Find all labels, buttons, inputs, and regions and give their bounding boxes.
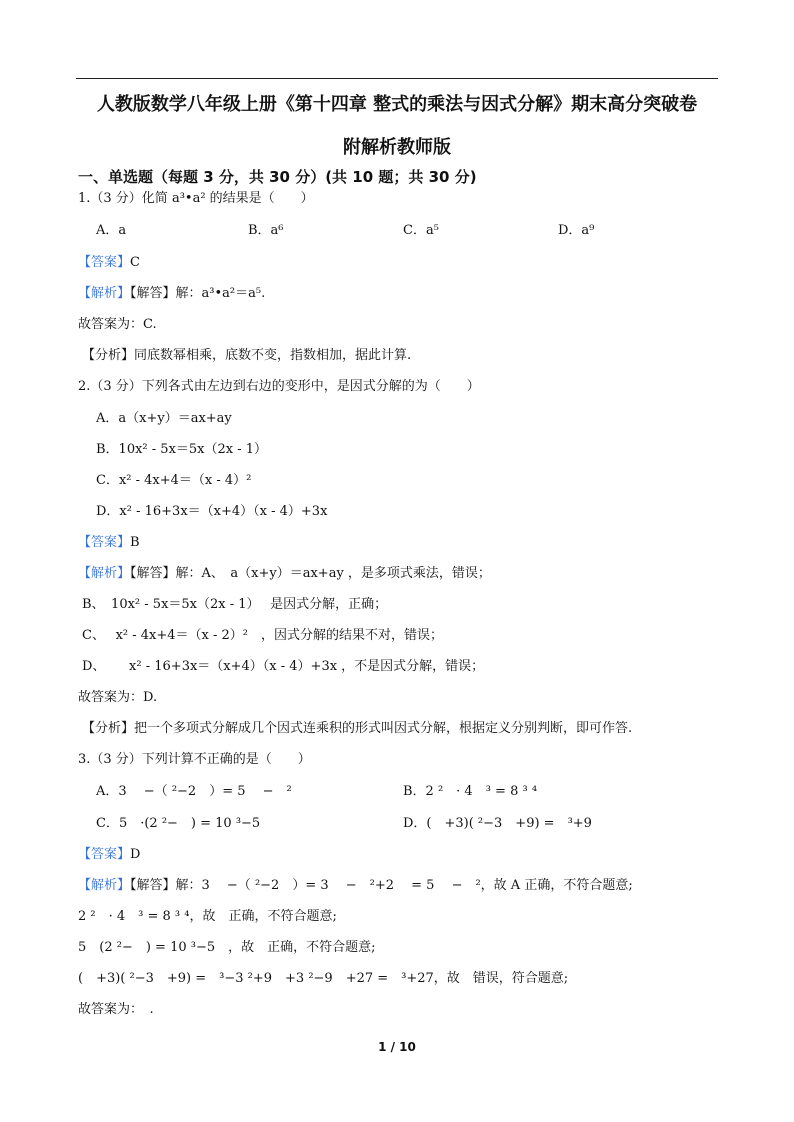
q3-stem: 3.（3 分）下列计算不正确的是（ ） [78, 752, 311, 767]
q3-answer-value: D [130, 847, 141, 862]
q1-option-b: B．a⁶ [248, 223, 284, 238]
doc-subtitle: 附解析教师版 [343, 137, 451, 158]
q2-conclusion: 故答案为：D. [78, 690, 158, 705]
q3-analysis-text: 【解答】解：3 −（ ²−2 ）= 3 − ²+2 = 5 − ²，故 A 正确，不符合题意; [130, 878, 633, 893]
q3-option-b: B．2 ² · 4 ³ = 8 ³ ⁴ [403, 784, 538, 799]
analysis-tag: 【解析】 [78, 286, 131, 301]
q1-stem: 1.（3 分）化简 a³•a² 的结果是（ ） [78, 191, 314, 206]
q3-analysis [78, 877, 633, 895]
q2-step-d: D、 x² - 16+3x＝（x+4）（x - 4）+3x ，不是因式分解，错误； [82, 659, 485, 674]
q1-answer-value: C [130, 255, 140, 270]
page-number: 1 / 10 [378, 1040, 416, 1054]
q3-step-c: 5 (2 ²− ) = 10 ³−5 ，故 正确，不符合题意; [78, 940, 376, 955]
review-tag: 【分析】 [82, 348, 135, 363]
q2-step-c: C、 x² - 4x+4＝（x - 2）² ，因式分解的结果不对，错误； [82, 628, 444, 643]
q2-option-c: C．x² - 4x+4＝（x - 4）² [96, 473, 252, 488]
q1-analysis [78, 285, 265, 303]
q3-option-a: A．3 −（ ²−2 ）= 5 − ² [96, 784, 292, 799]
q2-step-b: B、 10x² - 5x＝5x（2x - 1） 是因式分解，正确； [82, 597, 388, 612]
q2-analysis [78, 565, 491, 583]
q3-option-c: C．5 ·(2 ²− ) = 10 ³−5 [96, 816, 261, 831]
q1-answer [78, 254, 140, 272]
q2-review [82, 720, 632, 738]
q1-conclusion: 故答案为：C. [78, 317, 157, 332]
q1-review [82, 347, 411, 365]
q1-option-a: A．a [96, 223, 127, 238]
section-heading: 一、单选题（每题 3 分，共 30 分）(共 10 题；共 30 分) [78, 168, 477, 186]
header-rule [76, 78, 718, 79]
q3-answer [78, 846, 140, 864]
q2-stem: 2.（3 分）下列各式由左边到右边的变形中，是因式分解的为（ ） [78, 379, 480, 394]
q2-analysis-text: 【解答】解：A、 a（x+y）＝ax+ay ，是多项式乘法，错误； [130, 566, 491, 581]
q2-option-a: A．a（x+y）＝ax+ay [96, 411, 232, 426]
answer-tag: 【答案】 [78, 255, 131, 270]
q1-option-c: C．a⁵ [403, 223, 439, 238]
q3-step-b: 2 ² · 4 ³ = 8 ³ ⁴，故 正确，不符合题意; [78, 909, 337, 924]
q2-review-text: 把一个多项式分解成几个因式连乘积的形式叫因式分解，根据定义分别判断，即可作答. [134, 721, 633, 736]
q2-option-b: B．10x² - 5x＝5x（2x - 1） [96, 442, 268, 457]
q1-analysis-text: 【解答】解：a³•a²＝a⁵. [130, 286, 266, 301]
review-tag: 【分析】 [82, 721, 135, 736]
q2-answer-value: B [130, 535, 140, 550]
answer-tag: 【答案】 [78, 535, 131, 550]
q3-conclusion: 故答案为： . [78, 1002, 154, 1017]
answer-tag: 【答案】 [78, 847, 131, 862]
q3-option-d: D．( +3)( ²−3 +9) = ³+9 [403, 816, 592, 831]
q2-option-d: D．x² - 16+3x＝（x+4）（x - 4）+3x [96, 504, 328, 519]
analysis-tag: 【解析】 [78, 878, 131, 893]
q2-answer [78, 534, 140, 552]
analysis-tag: 【解析】 [78, 566, 131, 581]
q3-step-d: ( +3)( ²−3 +9) = ³−3 ²+9 +3 ²−9 +27 = ³+27，故 错误，符合题意; [78, 971, 569, 986]
q1-review-text: 同底数幂相乘，底数不变，指数相加，据此计算. [134, 348, 412, 363]
doc-title: 人教版数学八年级上册《第十四章 整式的乘法与因式分解》期末高分突破卷 [96, 94, 698, 115]
q1-option-d: D．a⁹ [558, 223, 595, 238]
